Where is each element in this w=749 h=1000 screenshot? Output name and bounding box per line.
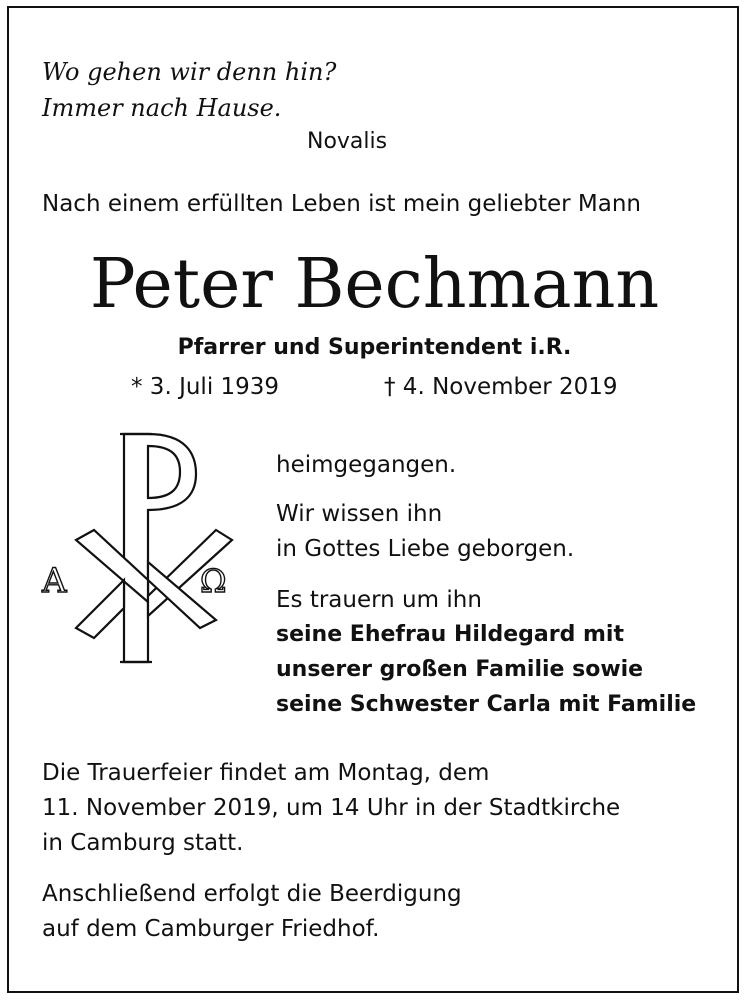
faith-line-1: Wir wissen ihn — [276, 501, 443, 527]
faith-line-2: in Gottes Liebe geborgen. — [276, 536, 575, 562]
alpha-letter: A — [42, 561, 67, 601]
quote-line-2: Immer nach Hause. — [42, 94, 282, 122]
mourner-line-3: seine Schwester Carla mit Familie — [276, 692, 697, 717]
deceased-name: Peter Bechmann — [89, 245, 660, 324]
quote-line-1: Wo gehen wir denn hin? — [42, 58, 337, 86]
chi-rho-alpha-omega-icon — [36, 430, 246, 666]
mourner-line-2: unserer großen Familie sowie — [276, 657, 644, 682]
mourner-line-1: seine Ehefrau Hildegard mit — [276, 622, 624, 647]
intro-text: Nach einem erfüllten Leben ist mein geliebter Mann — [42, 191, 641, 217]
omega-letter: Ω — [200, 562, 227, 600]
funeral-line-3: in Camburg statt. — [42, 830, 244, 856]
departed-text: heimgegangen. — [276, 452, 457, 478]
burial-line-1: Anschließend erfolgt die Beerdigung — [42, 881, 462, 907]
death-date: † 4. November 2019 — [384, 374, 618, 400]
mourners-intro: Es trauern um ihn — [276, 587, 482, 613]
burial-line-2: auf dem Camburger Friedhof. — [42, 916, 380, 942]
birth-date: * 3. Juli 1939 — [131, 374, 280, 400]
funeral-line-1: Die Trauerfeier findet am Montag, dem — [42, 760, 490, 786]
deceased-title: Pfarrer und Superintendent i.R. — [177, 335, 572, 360]
quote-author: Novalis — [307, 129, 388, 154]
funeral-line-2: 11. November 2019, um 14 Uhr in der Stadtkirche — [42, 795, 621, 821]
